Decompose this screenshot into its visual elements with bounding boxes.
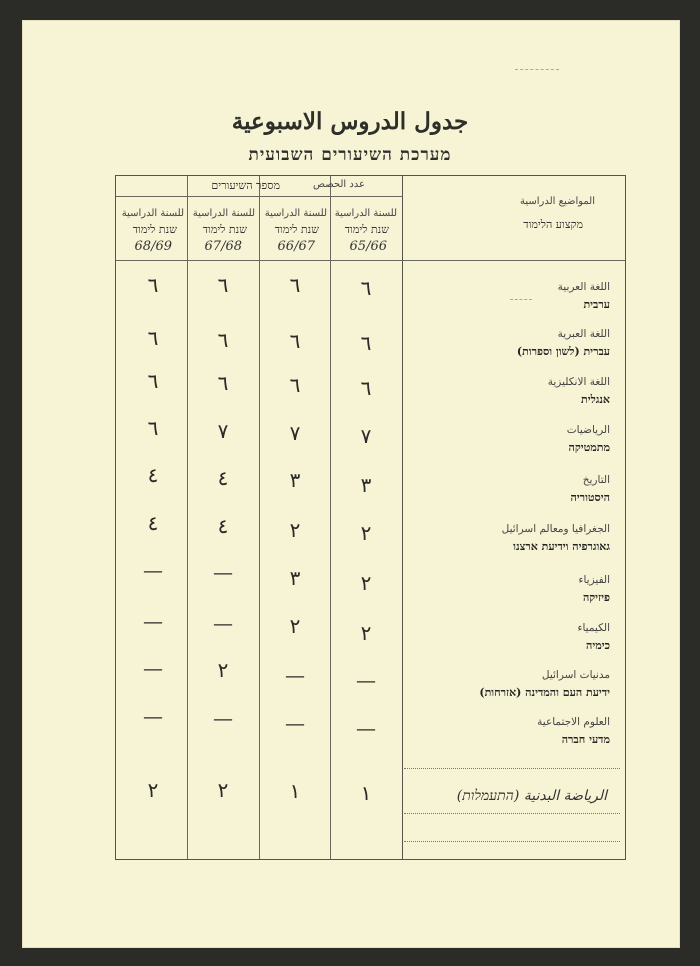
- lesson-count-cell: ٢: [217, 778, 229, 802]
- lesson-count-cell: ٤: [217, 466, 229, 490]
- lesson-count-header-arabic: عدد الحصص: [312, 179, 365, 190]
- subject-arabic: الفيزياء: [578, 574, 610, 586]
- subject-hebrew: היסטוריה: [570, 491, 610, 504]
- lesson-count-cell: ٦: [360, 331, 372, 355]
- lesson-count-cell: ٤: [147, 511, 159, 535]
- lesson-count-cell: —: [143, 656, 163, 680]
- lesson-count-cell: ٦: [147, 416, 159, 440]
- hebrew-title: מערכת השיעורים השבועית: [248, 145, 452, 165]
- year-2: 66/67: [277, 239, 315, 254]
- subject-arabic: اللغة العبرية: [557, 328, 610, 340]
- blank-row-line: [404, 813, 620, 814]
- col-header-hebrew-4: שנת לימוד: [132, 223, 177, 236]
- lesson-count-cell: —: [356, 668, 376, 692]
- lesson-count-cell: —: [285, 711, 305, 735]
- lesson-count-cell: —: [143, 558, 163, 582]
- year-4: 68/69: [134, 239, 172, 254]
- lesson-count-cell: —: [213, 706, 233, 730]
- col-header-hebrew-2: שנת לימוד: [274, 223, 319, 236]
- lesson-count-cell: ٧: [217, 419, 229, 443]
- lesson-count-cell: ٤: [217, 514, 229, 538]
- lesson-count-cell: ٢: [289, 614, 301, 638]
- handwritten-subject: الرياضة البدنية (התעמלות): [456, 788, 607, 804]
- lesson-count-cell: ٦: [360, 276, 372, 300]
- subject-arabic: الجغرافيا ومعالم اسرائيل: [501, 523, 610, 535]
- subject-hebrew: אנגלית: [580, 393, 610, 406]
- subject-hebrew: גאוגרפיה וידיעת ארצנו: [513, 540, 610, 553]
- blank-row-line: [404, 768, 620, 769]
- subject-hebrew: ערבית: [583, 298, 610, 311]
- pencil-mark: [510, 299, 532, 300]
- blank-row-line: [404, 841, 620, 842]
- lesson-count-cell: —: [213, 560, 233, 584]
- col-header-hebrew-3: שנת לימוד: [202, 223, 247, 236]
- subject-arabic: الرياضيات: [566, 424, 610, 436]
- year-1: 65/66: [349, 239, 387, 254]
- lesson-count-cell: ١: [289, 779, 301, 803]
- lesson-count-cell: ٦: [360, 376, 372, 400]
- lesson-count-cell: ٦: [289, 273, 301, 297]
- col-header-arabic-3: للسنة الدراسية: [192, 208, 255, 219]
- arabic-title: جدول الدروس الاسبوعية: [231, 108, 469, 135]
- subject-hebrew: פיזיקה: [582, 591, 610, 604]
- lesson-count-cell: ٦: [217, 273, 229, 297]
- subject-arabic: اللغة العربية: [557, 281, 610, 293]
- lesson-count-cell: ٢: [360, 521, 372, 545]
- lesson-count-cell: —: [143, 704, 163, 728]
- col-header-arabic-4: للسنة الدراسية: [121, 208, 184, 219]
- col-header-hebrew-1: שנת לימוד: [344, 223, 389, 236]
- lesson-count-cell: ٣: [289, 566, 301, 590]
- subject-arabic: التاريخ: [582, 474, 610, 486]
- lesson-count-cell: ٦: [289, 373, 301, 397]
- lesson-count-header-hebrew: מספר השיעורים: [211, 179, 280, 192]
- subject-arabic: اللغة الانكليزية: [547, 376, 610, 388]
- schedule-table: [115, 175, 626, 860]
- lesson-count-cell: ٦: [217, 371, 229, 395]
- lesson-count-cell: ٢: [147, 778, 159, 802]
- lesson-count-cell: ٢: [360, 571, 372, 595]
- lesson-count-cell: ١: [360, 781, 372, 805]
- subjects-header-arabic: المواضيع الدراسية: [520, 196, 595, 207]
- subject-hebrew: מתמטיקה: [568, 441, 610, 454]
- lesson-count-cell: ٣: [289, 468, 301, 492]
- lesson-count-cell: —: [213, 611, 233, 635]
- lesson-count-cell: ٦: [147, 273, 159, 297]
- subject-hebrew: ידיעת העם והמדינה (אזרחות): [479, 686, 610, 699]
- pencil-mark: [515, 69, 559, 70]
- year-3: 67/68: [204, 239, 242, 254]
- lesson-count-cell: ٦: [289, 329, 301, 353]
- subject-arabic: الكيمياء: [577, 622, 610, 634]
- subject-hebrew: מדעי חברה: [561, 733, 610, 746]
- lesson-count-cell: ٦: [147, 369, 159, 393]
- lesson-count-cell: ٢: [289, 518, 301, 542]
- subject-arabic: العلوم الاجتماعية: [537, 716, 610, 728]
- header-bottom-line: [116, 260, 625, 261]
- lesson-count-cell: ٦: [147, 326, 159, 350]
- lesson-count-cell: ٢: [217, 658, 229, 682]
- subject-hebrew: כימיה: [586, 639, 610, 652]
- lesson-count-cell: ٤: [147, 463, 159, 487]
- subject-column-divider: [402, 176, 403, 859]
- col-header-arabic-1: للسنة الدراسية: [334, 208, 397, 219]
- subject-hebrew: עברית (לשון וספרות): [516, 345, 610, 358]
- header-divider: [116, 196, 402, 197]
- lesson-count-cell: —: [285, 663, 305, 687]
- subject-arabic: مدنيات اسرائيل: [541, 669, 610, 681]
- lesson-count-cell: ٣: [360, 473, 372, 497]
- lesson-count-cell: ٧: [289, 421, 301, 445]
- lesson-count-cell: ٧: [360, 424, 372, 448]
- subjects-header-hebrew: מקצוע הלימוד: [523, 218, 583, 231]
- lesson-count-cell: —: [143, 609, 163, 633]
- col-header-arabic-2: للسنة الدراسية: [264, 208, 327, 219]
- lesson-count-cell: —: [356, 716, 376, 740]
- lesson-count-cell: ٢: [360, 621, 372, 645]
- lesson-count-cell: ٦: [217, 328, 229, 352]
